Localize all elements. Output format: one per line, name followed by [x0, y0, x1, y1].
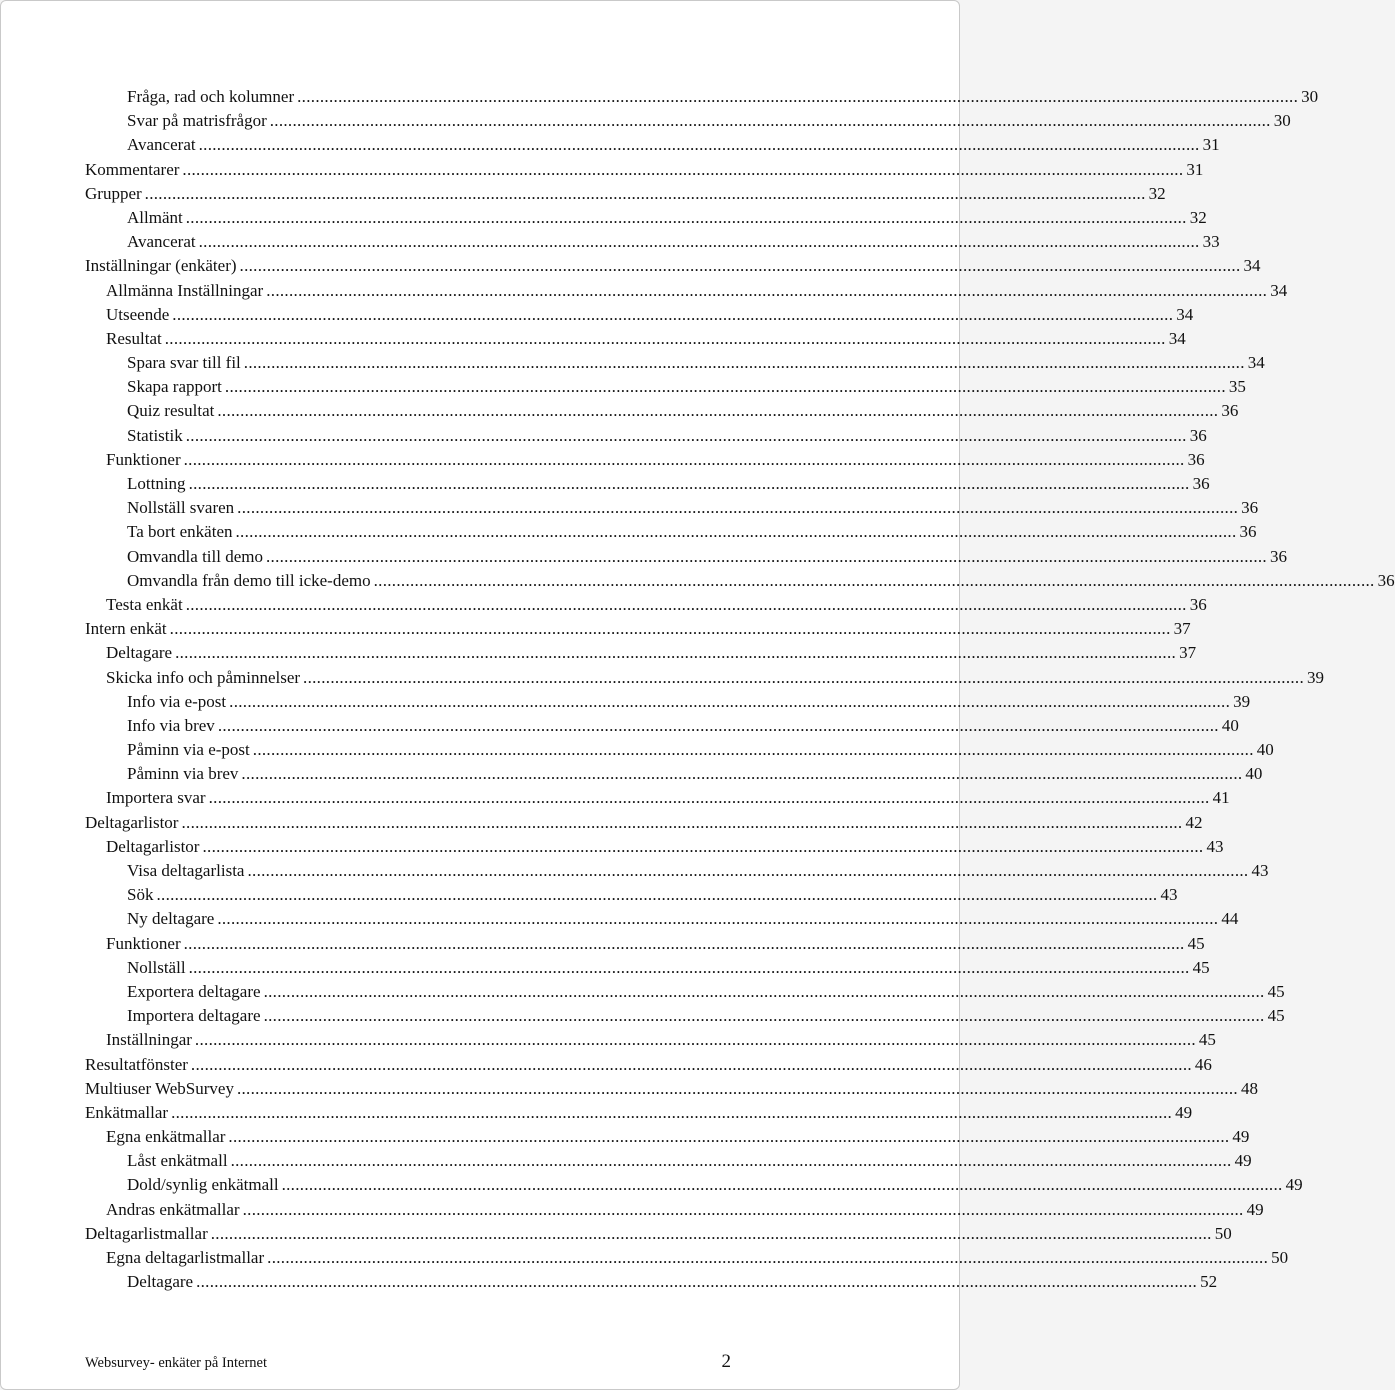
toc-entry-page: 31: [1186, 159, 1204, 179]
toc-entry-title: Sök: [127, 885, 154, 905]
toc-entry-page: 36: [1221, 401, 1239, 421]
footer-text: Websurvey- enkäter på Internet: [85, 1355, 268, 1371]
toc-entry[interactable]: [85, 279, 1288, 303]
toc-entry-page: 40: [1256, 740, 1274, 760]
toc-dot-leader: ............................................................................................................................................................................................................................: [144, 183, 1146, 203]
toc-entry-page: 34: [1247, 353, 1265, 373]
toc-entry-title: Deltagare: [106, 643, 173, 663]
toc-entry-title: Multiuser WebSurvey: [85, 1078, 234, 1098]
toc-entry-page: 35: [1228, 377, 1246, 397]
toc-entry[interactable]: [85, 956, 1210, 980]
toc-entry-page: 49: [1285, 1175, 1303, 1195]
page-footer: [85, 1351, 731, 1373]
toc-entry[interactable]: [85, 1125, 1250, 1149]
toc-entry[interactable]: [85, 714, 1239, 738]
toc-entry-page: 44: [1221, 909, 1239, 929]
toc-entry-page: 36: [1187, 449, 1205, 469]
toc-entry-page: 40: [1221, 715, 1239, 735]
toc-entry[interactable]: [85, 569, 1395, 593]
toc-dot-leader: ............................................................................................................................................................................................................................: [188, 957, 1190, 977]
toc-entry-page: 32: [1148, 183, 1166, 203]
toc-entry-title: Egna enkätmallar: [106, 1127, 226, 1147]
toc-entry-title: Importera svar: [106, 788, 206, 808]
toc-entry[interactable]: [85, 182, 1166, 206]
toc-entry-page: 45: [1267, 981, 1285, 1001]
toc-entry[interactable]: [85, 1149, 1252, 1173]
toc-entry-page: 36: [1377, 570, 1395, 590]
toc-entry[interactable]: [85, 1246, 1289, 1270]
toc-entry-title: Enkätmallar: [85, 1102, 169, 1122]
toc-dot-leader: ............................................................................................................................................................................................................................: [265, 546, 1267, 566]
toc-dot-leader: ............................................................................................................................................................................................................................: [182, 159, 1184, 179]
toc-entry-page: 45: [1267, 1006, 1285, 1026]
toc-entry-page: 34: [1243, 256, 1261, 276]
toc-entry-title: Nollställ svaren: [127, 498, 235, 518]
toc-entry[interactable]: [85, 1101, 1193, 1125]
toc-dot-leader: ............................................................................................................................................................................................................................: [169, 619, 1171, 639]
toc-entry-title: Fråga, rad och kolumner: [127, 87, 295, 106]
toc-entry[interactable]: [85, 762, 1263, 786]
toc-entry[interactable]: [85, 1173, 1303, 1197]
toc-dot-leader: ............................................................................................................................................................................................................................: [230, 1151, 1232, 1171]
toc-entry-title: Testa enkät: [106, 594, 183, 614]
toc-entry-title: Omvandla från demo till icke-demo: [127, 570, 371, 590]
toc-dot-leader: ............................................................................................................................................................................................................................: [217, 401, 1219, 421]
toc-entry-page: 37: [1179, 643, 1197, 663]
toc-entry-page: 46: [1194, 1054, 1212, 1074]
toc-entry[interactable]: [85, 690, 1251, 714]
toc-entry-page: 39: [1307, 667, 1325, 687]
toc-entry-page: 42: [1185, 812, 1203, 832]
toc-entry-page: 43: [1160, 885, 1178, 905]
toc-entry[interactable]: [85, 1222, 1232, 1246]
toc-entry[interactable]: [85, 158, 1204, 182]
toc-dot-leader: ............................................................................................................................................................................................................................: [198, 135, 1200, 155]
toc-entry-title: Quiz resultat: [127, 401, 215, 421]
toc-entry[interactable]: [85, 666, 1325, 690]
toc-entry[interactable]: [85, 1028, 1216, 1052]
toc-entry-page: 34: [1176, 304, 1194, 324]
toc-entry-title: Låst enkätmall: [127, 1151, 228, 1171]
page-number: 2: [721, 1351, 731, 1372]
toc-entry-title: Importera deltagare: [127, 1006, 261, 1026]
toc-dot-leader: ............................................................................................................................................................................................................................: [190, 1054, 1192, 1074]
toc-entry-title: Påminn via e-post: [127, 740, 250, 760]
toc-entry-title: Allmänna Inställningar: [106, 280, 264, 300]
toc-entry-title: Kommentarer: [85, 159, 180, 179]
toc-entry[interactable]: [85, 399, 1239, 423]
toc-entry[interactable]: [85, 859, 1269, 883]
toc-entry-title: Svar på matrisfrågor: [127, 111, 267, 131]
toc-entry-page: 49: [1246, 1199, 1264, 1219]
toc-dot-leader: ............................................................................................................................................................................................................................: [239, 256, 1241, 276]
toc-entry-title: Funktioner: [106, 933, 181, 953]
toc-dot-leader: ............................................................................................................................................................................................................................: [235, 522, 1237, 542]
toc-entry-page: 49: [1175, 1102, 1193, 1122]
toc-entry-page: 40: [1245, 764, 1263, 784]
toc-entry-title: Statistik: [127, 425, 183, 445]
toc-dot-leader: ............................................................................................................................................................................................................................: [156, 885, 1158, 905]
toc-entry[interactable]: [85, 1053, 1212, 1077]
toc-entry-page: 36: [1189, 594, 1207, 614]
toc-dot-leader: ............................................................................................................................................................................................................................: [247, 861, 1249, 880]
toc-entry-title: Info via e-post: [127, 691, 227, 711]
toc-entry-page: 43: [1206, 836, 1224, 856]
toc-entry[interactable]: [85, 133, 1220, 157]
toc-dot-leader: ............................................................................................................................................................................................................................: [269, 111, 1271, 131]
toc-dot-leader: ............................................................................................................................................................................................................................: [210, 1223, 1212, 1243]
toc-dot-leader: ............................................................................................................................................................................................................................: [252, 740, 1254, 760]
toc-entry[interactable]: [85, 472, 1210, 496]
toc-entry[interactable]: [85, 617, 1191, 641]
toc-dot-leader: ............................................................................................................................................................................................................................: [303, 667, 1305, 687]
toc-dot-leader: ............................................................................................................................................................................................................................: [281, 1175, 1283, 1195]
toc-dot-leader: ............................................................................................................................................................................................................................: [263, 1006, 1265, 1026]
toc-entry-page: 30: [1301, 87, 1319, 106]
toc-entry-title: Avancerat: [127, 135, 196, 155]
toc-entry-page: 36: [1189, 425, 1207, 445]
toc-dot-leader: ............................................................................................................................................................................................................................: [172, 304, 1174, 324]
toc-entry-page: 36: [1192, 474, 1210, 493]
toc-entry[interactable]: [85, 1077, 1258, 1101]
toc-entry-page: 50: [1214, 1223, 1232, 1243]
toc-entry-title: Inställningar: [106, 1030, 192, 1050]
toc-dot-leader: ............................................................................................................................................................................................................................: [171, 1102, 1173, 1122]
toc-dot-leader: ............................................................................................................................................................................................................................: [229, 691, 1231, 711]
toc-entry-page: 45: [1187, 933, 1205, 953]
toc-dot-leader: ............................................................................................................................................................................................................................: [241, 764, 1243, 784]
toc-entry-page: 49: [1234, 1151, 1252, 1171]
toc-dot-leader: ............................................................................................................................................................................................................................: [185, 594, 1187, 614]
toc-entry-title: Deltagarlistmallar: [85, 1223, 208, 1243]
toc-entry[interactable]: [85, 448, 1205, 472]
toc-entry-page: 52: [1200, 1272, 1218, 1292]
toc-dot-leader: ............................................................................................................................................................................................................................: [198, 232, 1200, 252]
toc-entry[interactable]: [85, 230, 1220, 254]
toc-entry[interactable]: [85, 593, 1207, 617]
toc-entry[interactable]: [85, 109, 1291, 133]
toc-entry-title: Egna deltagarlistmallar: [106, 1248, 265, 1267]
toc-dot-leader: ............................................................................................................................................................................................................................: [208, 788, 1210, 808]
toc-entry-title: Deltagare: [127, 1272, 194, 1292]
toc-entry[interactable]: [85, 738, 1274, 762]
toc-entry-title: Resultatfönster: [85, 1054, 188, 1074]
toc-dot-leader: ............................................................................................................................................................................................................................: [263, 981, 1265, 1001]
toc-entry-page: 45: [1192, 957, 1210, 977]
toc-dot-leader: ............................................................................................................................................................................................................................: [181, 812, 1183, 832]
toc-dot-leader: ............................................................................................................................................................................................................................: [183, 449, 1185, 469]
toc-entry-page: 34: [1168, 328, 1186, 348]
toc-dot-leader: ............................................................................................................................................................................................................................: [217, 715, 1219, 735]
toc-entry[interactable]: [85, 1198, 1264, 1222]
toc-entry-page: 30: [1273, 111, 1291, 131]
toc-entry[interactable]: [85, 496, 1259, 520]
toc-dot-leader: ............................................................................................................................................................................................................................: [188, 474, 1190, 493]
toc-dot-leader: ............................................................................................................................................................................................................................: [185, 425, 1187, 445]
toc-dot-leader: ............................................................................................................................................................................................................................: [183, 933, 1185, 953]
toc-entry[interactable]: [85, 545, 1287, 569]
toc-entry[interactable]: [85, 206, 1207, 230]
toc-entry-page: 45: [1198, 1030, 1216, 1050]
toc-entry-page: 39: [1233, 691, 1251, 711]
toc-entry-title: Inställningar (enkäter): [85, 256, 237, 276]
toc-dot-leader: ............................................................................................................................................................................................................................: [175, 643, 1177, 663]
toc-dot-leader: ............................................................................................................................................................................................................................: [217, 909, 1219, 929]
toc-entry-title: Dold/synlig enkätmall: [127, 1175, 279, 1195]
toc-entry-title: Skapa rapport: [127, 377, 222, 397]
toc-dot-leader: ............................................................................................................................................................................................................................: [236, 1078, 1238, 1098]
toc-entry-page: 34: [1270, 280, 1288, 300]
toc-dot-leader: ............................................................................................................................................................................................................................: [237, 498, 1239, 518]
toc-entry-title: Funktioner: [106, 449, 181, 469]
toc-dot-leader: ............................................................................................................................................................................................................................: [164, 328, 1166, 348]
toc-entry[interactable]: [85, 375, 1246, 399]
toc-entry[interactable]: [85, 424, 1207, 448]
table-of-contents: [85, 85, 1395, 1294]
toc-entry-page: 36: [1269, 546, 1287, 566]
toc-entry-page: 36: [1239, 522, 1257, 542]
toc-dot-leader: ............................................................................................................................................................................................................................: [224, 377, 1226, 397]
toc-entry-title: Allmänt: [127, 207, 183, 227]
toc-entry-page: 36: [1241, 498, 1259, 518]
toc-entry[interactable]: [85, 883, 1178, 907]
toc-entry[interactable]: [85, 351, 1265, 375]
toc-dot-leader: ............................................................................................................................................................................................................................: [194, 1030, 1196, 1050]
toc-dot-leader: ............................................................................................................................................................................................................................: [242, 1199, 1244, 1219]
toc-entry[interactable]: [85, 327, 1186, 351]
toc-entry[interactable]: [85, 520, 1257, 544]
toc-dot-leader: ............................................................................................................................................................................................................................: [267, 1248, 1269, 1267]
toc-entry[interactable]: [85, 641, 1197, 665]
toc-entry-page: 50: [1271, 1248, 1289, 1267]
toc-dot-leader: ............................................................................................................................................................................................................................: [373, 570, 1375, 590]
toc-entry-page: 37: [1173, 619, 1191, 639]
toc-entry[interactable]: [85, 303, 1194, 327]
toc-entry-title: Visa deltagarlista: [127, 861, 245, 880]
toc-dot-leader: ............................................................................................................................................................................................................................: [266, 280, 1268, 300]
toc-entry-title: Spara svar till fil: [127, 353, 241, 373]
toc-entry-page: 48: [1240, 1078, 1258, 1098]
toc-entry-page: 41: [1212, 788, 1230, 808]
toc-dot-leader: ............................................................................................................................................................................................................................: [185, 207, 1187, 227]
toc-entry-title: Ny deltagare: [127, 909, 215, 929]
toc-entry-page: 33: [1202, 232, 1220, 252]
toc-dot-leader: ............................................................................................................................................................................................................................: [202, 836, 1204, 856]
toc-entry[interactable]: [85, 254, 1261, 278]
toc-entry-title: Påminn via brev: [127, 764, 239, 784]
toc-entry-title: Avancerat: [127, 232, 196, 252]
toc-dot-leader: ............................................................................................................................................................................................................................: [228, 1127, 1230, 1147]
toc-entry-page: 31: [1202, 135, 1220, 155]
toc-entry-title: Utseende: [106, 304, 170, 324]
toc-entry-title: Intern enkät: [85, 619, 167, 639]
toc-dot-leader: ............................................................................................................................................................................................................................: [196, 1272, 1198, 1292]
toc-entry-title: Ta bort enkäten: [127, 522, 233, 542]
toc-entry-title: Skicka info och påminnelser: [106, 667, 301, 687]
toc-entry-title: Andras enkätmallar: [106, 1199, 240, 1219]
toc-entry[interactable]: [85, 932, 1205, 956]
toc-entry-page: 43: [1251, 861, 1269, 880]
toc-entry[interactable]: [85, 1270, 1218, 1294]
toc-entry-title: Deltagarlistor: [106, 836, 200, 856]
toc-entry-title: Lottning: [127, 474, 186, 493]
toc-entry-page: 49: [1232, 1127, 1250, 1147]
toc-dot-leader: ............................................................................................................................................................................................................................: [297, 87, 1299, 106]
toc-entry[interactable]: [85, 835, 1224, 859]
toc-entry[interactable]: [85, 1004, 1285, 1028]
toc-entry[interactable]: [85, 85, 1319, 109]
toc-entry-title: Info via brev: [127, 715, 215, 735]
toc-entry-title: Nollställ: [127, 957, 186, 977]
toc-entry[interactable]: [85, 811, 1203, 835]
toc-entry[interactable]: [85, 980, 1285, 1004]
toc-entry-title: Omvandla till demo: [127, 546, 263, 566]
toc-entry-title: Grupper: [85, 183, 142, 203]
toc-dot-leader: ............................................................................................................................................................................................................................: [243, 353, 1245, 373]
toc-entry-title: Exportera deltagare: [127, 981, 261, 1001]
toc-entry-page: 32: [1189, 207, 1207, 227]
toc-entry[interactable]: [85, 786, 1230, 810]
toc-entry[interactable]: [85, 907, 1239, 931]
toc-entry-title: Deltagarlistor: [85, 812, 179, 832]
toc-entry-title: Resultat: [106, 328, 162, 348]
